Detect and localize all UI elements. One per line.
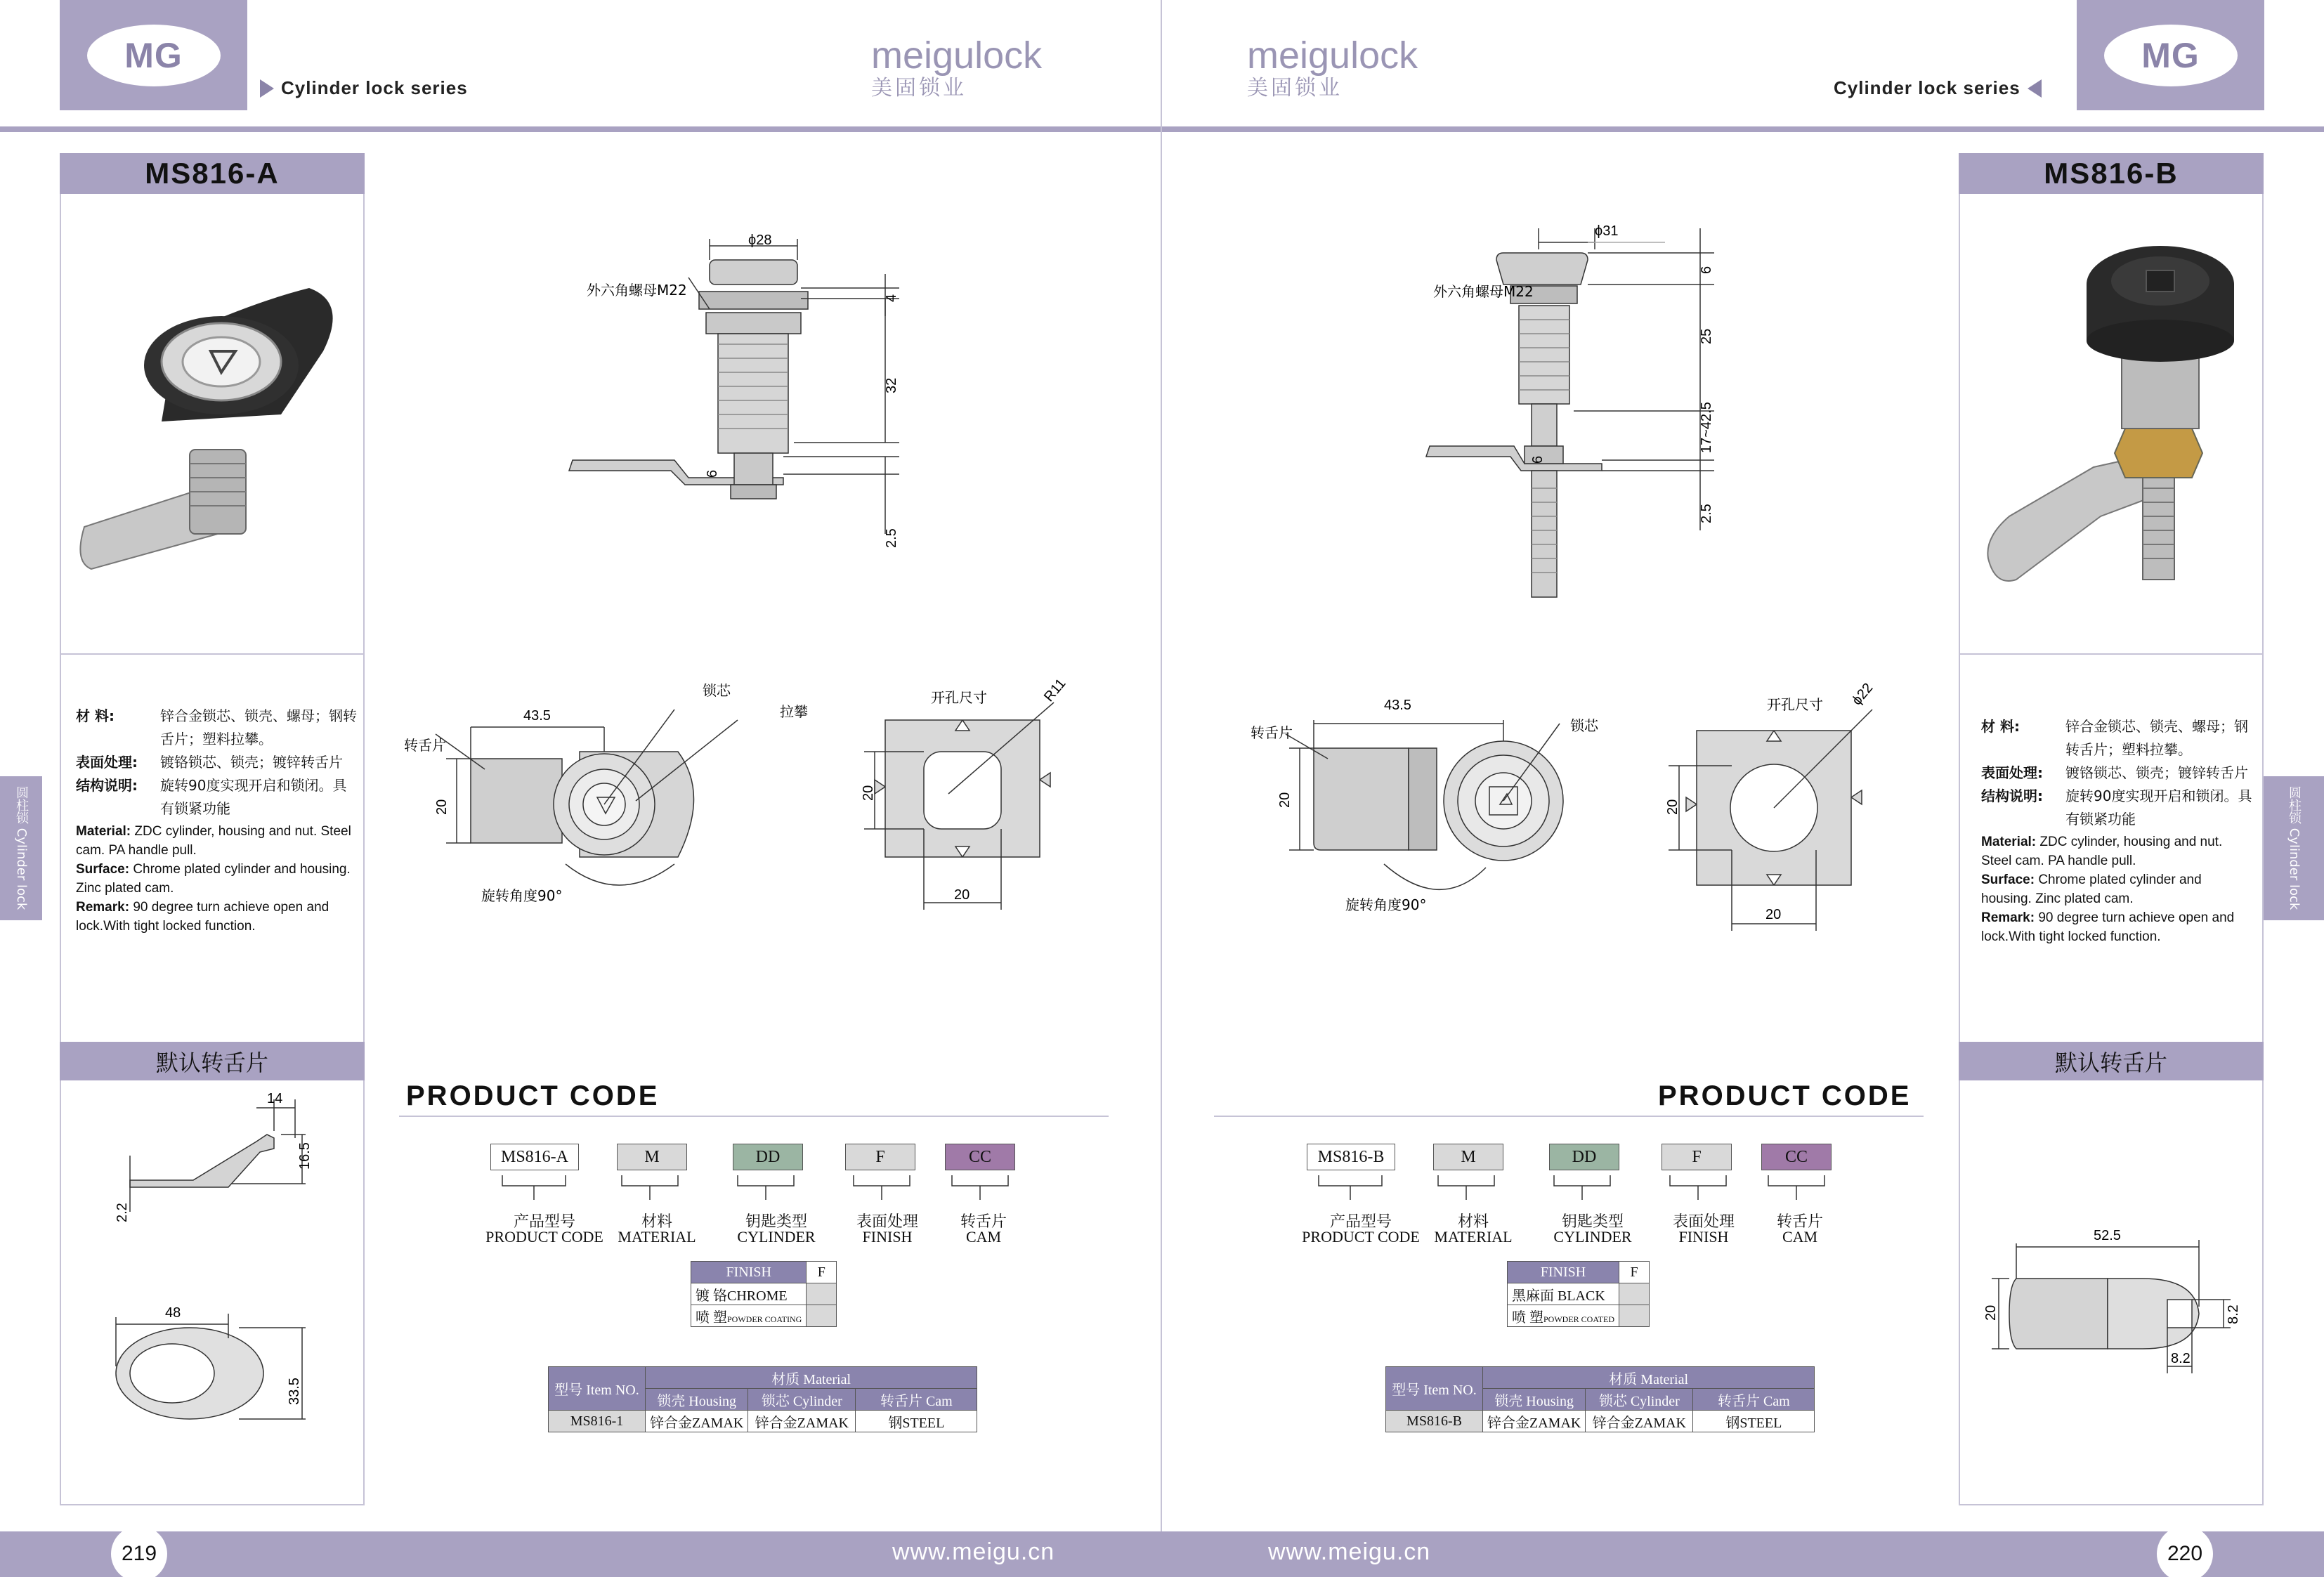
finish-head: FINISH — [1508, 1262, 1619, 1283]
finish-table-right — [1507, 1261, 1650, 1327]
cutout-drawing-b — [1665, 678, 1907, 931]
brand-logo-left — [871, 34, 1082, 118]
spec-en-value: ZDC cylinder, housing and nut. Steel cam. PA handle pull. — [1981, 835, 2223, 868]
material-head: 材质 Material — [646, 1367, 977, 1389]
finish-row — [691, 1283, 807, 1305]
col-head: 锁芯 Cylinder — [1586, 1389, 1693, 1411]
spec-label: 材 料: — [1981, 718, 2020, 735]
brand-logo-right — [1247, 34, 1458, 118]
finish-cn: 喷 塑 — [696, 1309, 727, 1326]
dim-label: 6 — [1699, 266, 1714, 274]
cam-drawing-a — [105, 1085, 337, 1437]
dim-label: 20 — [861, 785, 876, 801]
spec-value: 旋转90度实现开启和锁闭。具有锁紧功能 — [2065, 787, 2252, 828]
code-label-product — [478, 1214, 611, 1245]
code-label-cam — [1747, 1214, 1853, 1245]
dim-label: ϕ28 — [748, 233, 772, 248]
table-cell: 锌合金ZAMAK — [1586, 1411, 1693, 1432]
website-left: www.meigu.cn — [892, 1538, 1055, 1565]
page-number-left: 219 — [111, 1526, 167, 1582]
code-box-finish: F — [1662, 1144, 1732, 1170]
brand-name-en: meigulock — [1247, 34, 1418, 77]
finish-cn: 喷 塑 — [1512, 1309, 1543, 1326]
spec-remark — [1981, 785, 2255, 831]
spec-en — [1981, 832, 2255, 946]
table-cell: 钢STEEL — [856, 1411, 977, 1432]
code-box-cylinder: DD — [733, 1144, 803, 1170]
spec-block-right — [1981, 715, 2255, 946]
dim-label: 52.5 — [2094, 1228, 2121, 1243]
dim-label: 2.5 — [1699, 504, 1714, 523]
code-label-cn: 材料 — [1457, 1212, 1489, 1230]
table-cell: 钢STEEL — [1693, 1411, 1815, 1432]
finish-cell — [1619, 1283, 1650, 1305]
product-photo-a — [70, 274, 351, 576]
finish-cn: 镀 铬 — [696, 1288, 727, 1304]
code-brackets-left — [485, 1172, 1033, 1207]
spec-label: 结构说明: — [76, 777, 138, 794]
lock-drawing-b — [1405, 221, 1799, 601]
finish-cell — [807, 1305, 837, 1327]
spec-en-label: Surface: — [1981, 872, 2035, 887]
code-label-finish — [835, 1214, 940, 1245]
logo-text: MG — [2141, 35, 2200, 75]
dim-label: 20 — [1277, 792, 1293, 808]
dim-label: 8.2 — [2226, 1305, 2241, 1324]
item-head: 型号 Item NO. — [549, 1367, 646, 1411]
code-label-finish — [1651, 1214, 1756, 1245]
series-title: Cylinder lock series — [1834, 77, 2021, 98]
finish-cell — [1619, 1305, 1650, 1327]
spec-value: 锌合金锁芯、锁壳、螺母；钢转舌片；塑料拉攀。 — [160, 707, 357, 747]
dim-label: 8.2 — [2171, 1351, 2191, 1366]
table-cell: 锌合金ZAMAK — [1483, 1411, 1586, 1432]
finish-row — [1508, 1305, 1619, 1327]
code-label-en: FINISH — [1678, 1228, 1729, 1246]
model-title-left: MS816-A — [60, 153, 365, 194]
dim-label: 4 — [884, 294, 899, 302]
cutout-label: 开孔尺寸 — [931, 689, 987, 706]
spec-en-label: Material: — [76, 824, 131, 839]
code-label-en: PRODUCT CODE — [485, 1228, 603, 1246]
code-label-cn: 表面处理 — [856, 1212, 918, 1230]
spec-en-label: Remark: — [1981, 910, 2035, 925]
code-label-cylinder — [724, 1214, 829, 1245]
finish-row — [691, 1305, 807, 1327]
code-label-cn: 钥匙类型 — [745, 1212, 807, 1230]
finish-head-code: F — [807, 1262, 837, 1283]
tongue-label: 转舌片 — [404, 737, 446, 754]
dim-label: 20 — [1983, 1305, 1999, 1321]
product-code-rule — [1214, 1116, 1924, 1117]
divider — [60, 653, 365, 655]
code-box-product: MS816-B — [1307, 1144, 1395, 1170]
col-head: 锁芯 Cylinder — [748, 1389, 856, 1411]
series-title-right — [1834, 77, 2042, 99]
finish-head: FINISH — [691, 1262, 807, 1283]
mg-logo — [2104, 25, 2238, 86]
dim-label: 43.5 — [523, 708, 551, 724]
footer-band — [0, 1531, 2324, 1577]
dim-label: 2.5 — [884, 528, 899, 548]
cutout-label: 开孔尺寸 — [1767, 696, 1823, 713]
nut-label: 外六角螺母M22 — [587, 282, 687, 299]
code-box-cam: CC — [945, 1144, 1015, 1170]
spec-en-label: Surface: — [76, 862, 130, 877]
spec-en-value: 90 degree turn achieve open and lock.With tight locked function. — [1981, 910, 2235, 944]
code-label-cn: 材料 — [641, 1212, 672, 1230]
spec-en-value: Chrome plated cylinder and housing. Zinc plated cam. — [76, 862, 351, 896]
side-tab-right: 圆柱锁 Cylinder lock — [2264, 776, 2324, 920]
material-table-right — [1385, 1366, 1815, 1432]
finish-cn: 黑麻面 — [1512, 1288, 1554, 1304]
default-cam-title-left: 默认转舌片 — [60, 1042, 365, 1080]
dim-label: 33.5 — [287, 1378, 302, 1405]
code-label-material — [604, 1214, 710, 1245]
col-head: 转舌片 Cam — [856, 1389, 977, 1411]
material-head: 材质 Material — [1483, 1367, 1815, 1389]
spec-en-value: ZDC cylinder, housing and nut. Steel cam. PA handle pull. — [76, 824, 351, 858]
code-box-product: MS816-A — [490, 1144, 579, 1170]
code-label-cn: 产品型号 — [1329, 1212, 1392, 1230]
code-label-en: PRODUCT CODE — [1302, 1228, 1420, 1246]
code-label-cam — [931, 1214, 1036, 1245]
spec-block-left — [76, 705, 357, 936]
cam-top-view-b — [1236, 681, 1630, 920]
code-label-en: CYLINDER — [737, 1228, 816, 1246]
code-label-en: CAM — [1782, 1228, 1818, 1246]
code-box-cylinder: DD — [1549, 1144, 1619, 1170]
spec-remark — [76, 774, 357, 821]
dim-label: 20 — [434, 799, 450, 815]
logo-block-left — [60, 0, 247, 110]
code-label-material — [1421, 1214, 1526, 1245]
model-title-right: MS816-B — [1959, 153, 2264, 194]
spec-surface — [76, 751, 357, 774]
mg-logo — [87, 25, 221, 86]
code-label-product — [1294, 1214, 1428, 1245]
logo-block-right — [2077, 0, 2264, 110]
spec-surface — [1981, 761, 2255, 785]
triangle-right-icon — [260, 79, 274, 98]
product-code-rule — [399, 1116, 1109, 1117]
divider — [1959, 653, 2264, 655]
code-label-cn: 钥匙类型 — [1561, 1212, 1624, 1230]
code-label-en: CAM — [965, 1228, 1002, 1246]
dim-label: 14 — [267, 1091, 283, 1106]
rotation-label: 旋转角度90° — [1345, 896, 1427, 913]
dim-label: 20 — [954, 887, 970, 903]
cam-drawing-b — [1967, 1208, 2255, 1391]
page-number-right: 220 — [2157, 1526, 2213, 1582]
code-label-en: CYLINDER — [1553, 1228, 1632, 1246]
dim-label: 43.5 — [1384, 698, 1411, 713]
dim-label: 16.5 — [297, 1142, 313, 1170]
spec-value: 旋转90度实现开启和锁闭。具有锁紧功能 — [160, 777, 347, 817]
spec-material — [76, 705, 357, 751]
spec-value: 锌合金锁芯、锁壳、螺母；钢转舌片；塑料拉攀。 — [2065, 718, 2248, 758]
spec-label: 表面处理: — [76, 754, 138, 771]
code-label-cylinder — [1540, 1214, 1645, 1245]
cam-top-view-a — [393, 674, 829, 913]
col-head: 锁壳 Housing — [646, 1389, 748, 1411]
spec-value: 镀铬锁芯、锁壳；镀锌转舌片 — [160, 754, 343, 771]
spec-en-value: Chrome plated cylinder and housing. Zinc plated cam. — [1981, 872, 2202, 906]
series-title-left — [260, 77, 468, 99]
page-divider — [1161, 0, 1162, 1531]
dim-label: R11 — [1040, 676, 1069, 705]
brand-name-en: meigulock — [871, 34, 1043, 77]
col-head: 锁壳 Housing — [1483, 1389, 1586, 1411]
dim-label: 48 — [165, 1305, 181, 1321]
code-brackets-right — [1301, 1172, 1849, 1207]
code-box-cam: CC — [1761, 1144, 1832, 1170]
dim-label: 2.2 — [115, 1203, 130, 1222]
header-rule-right — [1162, 126, 2324, 132]
dim-label: 6 — [705, 469, 720, 478]
finish-en: POWDER COATING — [727, 1314, 802, 1324]
dim-label: 17~42.5 — [1699, 402, 1714, 453]
code-label-en: MATERIAL — [618, 1228, 696, 1246]
finish-cell — [807, 1283, 837, 1305]
core-label: 锁芯 — [1570, 717, 1598, 734]
spec-label: 结构说明: — [1981, 787, 2043, 804]
spec-en-label: Material: — [1981, 835, 2037, 849]
code-label-en: MATERIAL — [1434, 1228, 1513, 1246]
spec-label: 表面处理: — [1981, 764, 2043, 781]
pull-label: 拉攀 — [780, 703, 808, 720]
item-head: 型号 Item NO. — [1386, 1367, 1483, 1411]
dim-label: 20 — [1765, 907, 1782, 922]
finish-en: CHROME — [727, 1288, 788, 1304]
header-rule-left — [0, 126, 1162, 132]
code-label-cn: 转舌片 — [1776, 1212, 1823, 1230]
spec-label: 材 料: — [76, 707, 115, 724]
series-title: Cylinder lock series — [281, 77, 468, 98]
dim-label: 32 — [884, 377, 899, 393]
spec-material — [1981, 715, 2255, 761]
side-tab-left: 圆柱锁 Cylinder lock — [0, 776, 42, 920]
table-cell: 锌合金ZAMAK — [748, 1411, 856, 1432]
website-right: www.meigu.cn — [1268, 1538, 1431, 1565]
brand-name-cn: 美固锁业 — [1247, 76, 1343, 100]
finish-head-code: F — [1619, 1262, 1650, 1283]
tongue-label: 转舌片 — [1251, 724, 1293, 741]
spec-en-value: 90 degree turn achieve open and lock.With tight locked function. — [76, 900, 329, 934]
code-box-material: M — [617, 1144, 687, 1170]
col-head: 转舌片 Cam — [1693, 1389, 1815, 1411]
dim-label: 20 — [1665, 799, 1680, 815]
logo-text: MG — [124, 35, 183, 75]
brand-name-cn: 美固锁业 — [871, 76, 967, 100]
dim-label: ϕ22 — [1848, 680, 1876, 709]
nut-label: 外六角螺母M22 — [1433, 283, 1534, 300]
dim-label: 6 — [1530, 455, 1546, 464]
product-photo-b — [1974, 242, 2248, 608]
finish-en: POWDER COATED — [1543, 1314, 1614, 1324]
dim-label: ϕ31 — [1595, 223, 1619, 239]
table-cell: MS816-B — [1386, 1411, 1483, 1432]
core-label: 锁芯 — [703, 682, 731, 699]
rotation-label: 旋转角度90° — [481, 887, 563, 904]
product-code-title-right: PRODUCT CODE — [1658, 1080, 1912, 1111]
lock-drawing-a — [548, 232, 941, 562]
table-cell: 锌合金ZAMAK — [646, 1411, 748, 1432]
spec-en — [76, 822, 357, 936]
code-label-en: FINISH — [862, 1228, 913, 1246]
finish-en: BLACK — [1558, 1288, 1605, 1304]
table-cell: MS816-1 — [549, 1411, 646, 1432]
code-box-finish: F — [845, 1144, 915, 1170]
dim-label: 25 — [1699, 328, 1714, 344]
code-label-cn: 转舌片 — [960, 1212, 1007, 1230]
code-box-material: M — [1433, 1144, 1503, 1170]
product-code-title-left: PRODUCT CODE — [406, 1080, 660, 1111]
code-label-cn: 产品型号 — [513, 1212, 575, 1230]
triangle-left-icon — [2028, 79, 2042, 98]
spec-en-label: Remark: — [76, 900, 130, 915]
default-cam-title-right: 默认转舌片 — [1959, 1042, 2264, 1080]
code-label-cn: 表面处理 — [1672, 1212, 1735, 1230]
spec-value: 镀铬锁芯、锁壳；镀锌转舌片 — [2065, 764, 2248, 781]
material-table-left — [548, 1366, 977, 1432]
finish-row — [1508, 1283, 1619, 1305]
finish-table-left — [691, 1261, 837, 1327]
cutout-drawing-a — [861, 674, 1103, 920]
